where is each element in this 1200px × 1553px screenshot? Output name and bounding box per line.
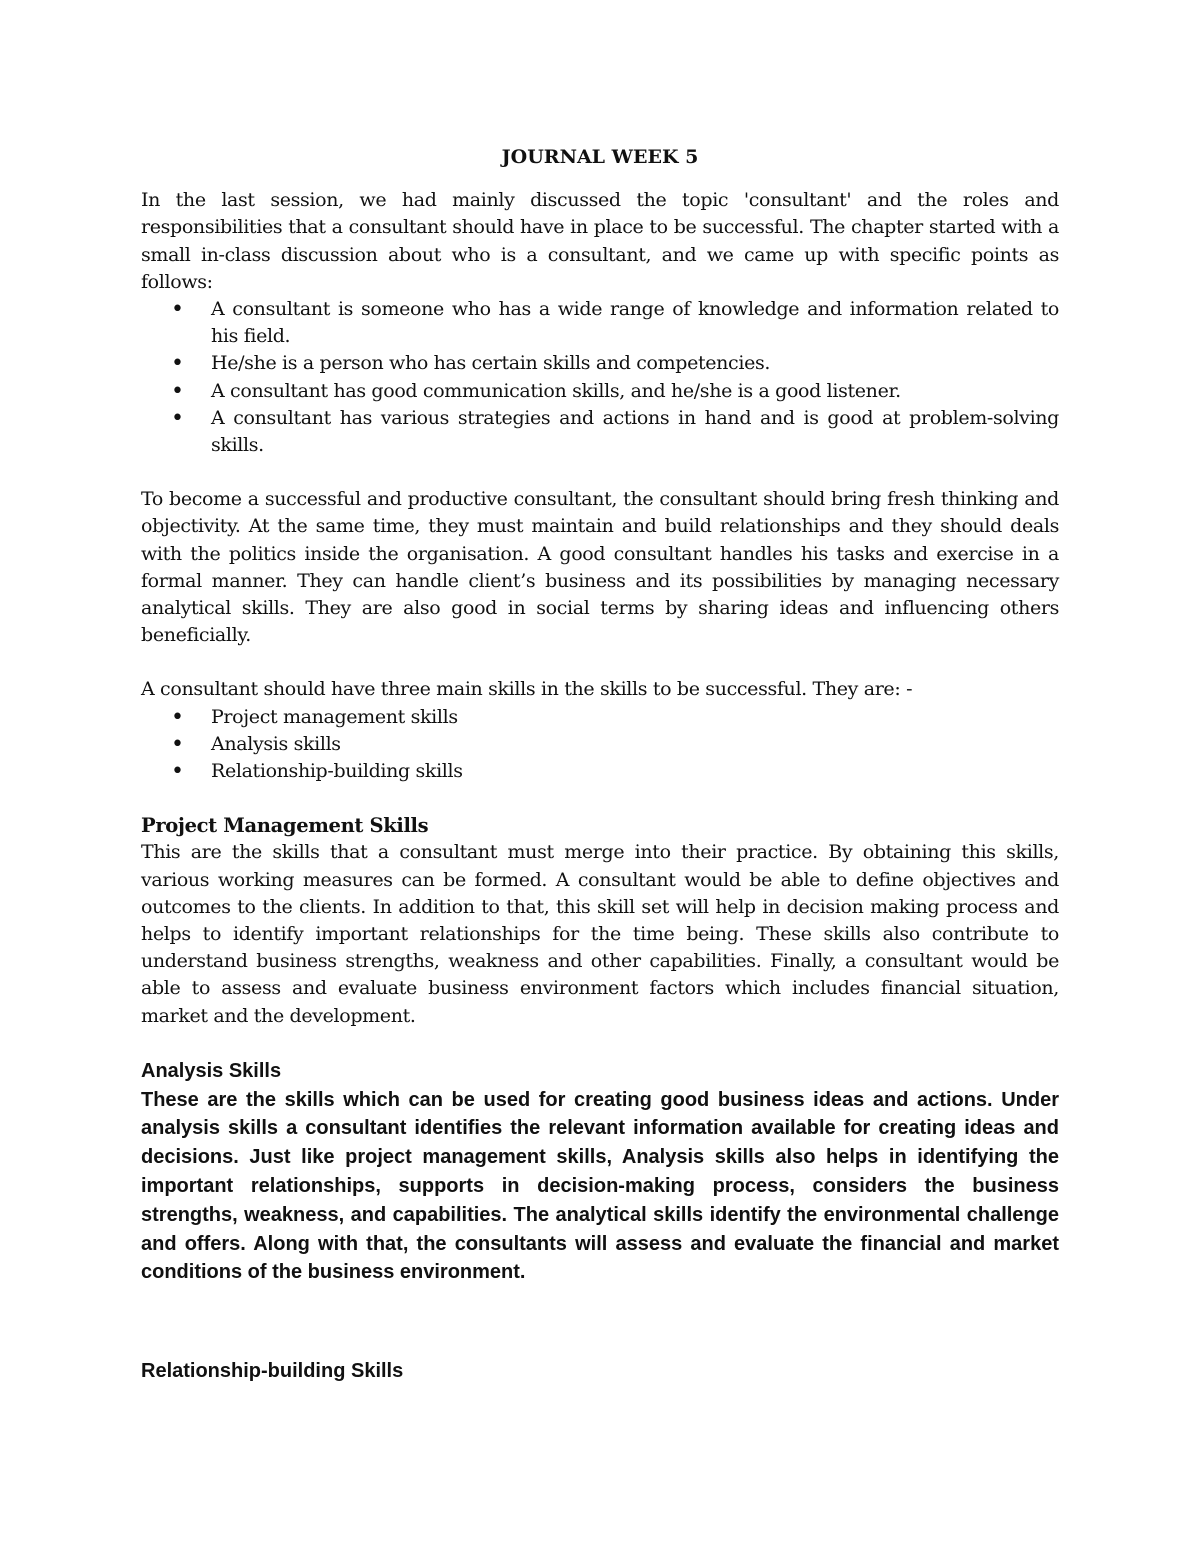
relationship-building-heading: Relationship-building Skills	[141, 1360, 404, 1383]
skills-list	[141, 704, 1059, 786]
list-item: • Project management skills	[141, 704, 1059, 731]
list-item: • He/she is a person who has certain skills and competencies.	[141, 350, 1059, 377]
list-item: • A consultant is someone who has a wide range of knowledge and information related to his field.	[141, 296, 1059, 350]
list-item: • A consultant has good communication skills, and he/she is a good listener.	[141, 378, 1059, 405]
project-management-heading: Project Management Skills	[141, 814, 429, 838]
analysis-skills-paragraph: These are the skills which can be used for creating good business ideas and actions. Under analysis skills a consultant identifies the relevant information available for creating ideas and decisions. Just like project management skills, Analysis skills also helps in identifying the important relationships, supports in decision-making process, considers the business strengths, weakness, and capabilities. The analytical skills identify the environmental challenge and offers. Along with that, the consultants will assess and evaluate the financial and market conditions of the business environment.	[141, 1088, 1059, 1284]
project-management-paragraph: This are the skills that a consultant must merge into their practice. By obtaining this skills, various working measures can be formed. A consultant would be able to define objectives and outcomes to the clients. In addition to that, this skill set will help in decision making process and helps to identify important relationships for the time being. These skills also contribute to understand business strengths, weakness and other capabilities. Finally, a consultant would be able to assess and evaluate business environment factors which includes financial situation, market and the development.	[141, 841, 1059, 1027]
consultant-points-list	[141, 296, 1059, 459]
successful-consultant-paragraph: To become a successful and productive consultant, the consultant should bring fresh thinking and objectivity. At the same time, they must maintain and build relationships and they should deals with the politics inside the organisation. A good consultant handles his tasks and exercise in a formal manner. They can handle client’s business and its possibilities by managing necessary analytical skills. They are also good in social terms by sharing ideas and influencing others beneficially.	[141, 488, 1059, 647]
intro-paragraph: In the last session, we had mainly discussed the topic 'consultant' and the roles and responsibilities that a consultant should have in place to be successful. The chapter started with a small in-class discussion about who is a consultant, and we came up with specific points as follows:	[141, 189, 1059, 293]
skills-intro-paragraph: A consultant should have three main skills in the skills to be successful. They are: -	[141, 678, 913, 701]
document-title: JOURNAL WEEK 5	[501, 146, 699, 168]
analysis-skills-heading: Analysis Skills	[141, 1059, 282, 1082]
list-item: • A consultant has various strategies and actions in hand and is good at problem-solving skills.	[141, 405, 1059, 459]
list-item: • Analysis skills	[141, 731, 1059, 758]
list-item: • Relationship-building skills	[141, 758, 1059, 785]
document-page	[141, 140, 1059, 1386]
